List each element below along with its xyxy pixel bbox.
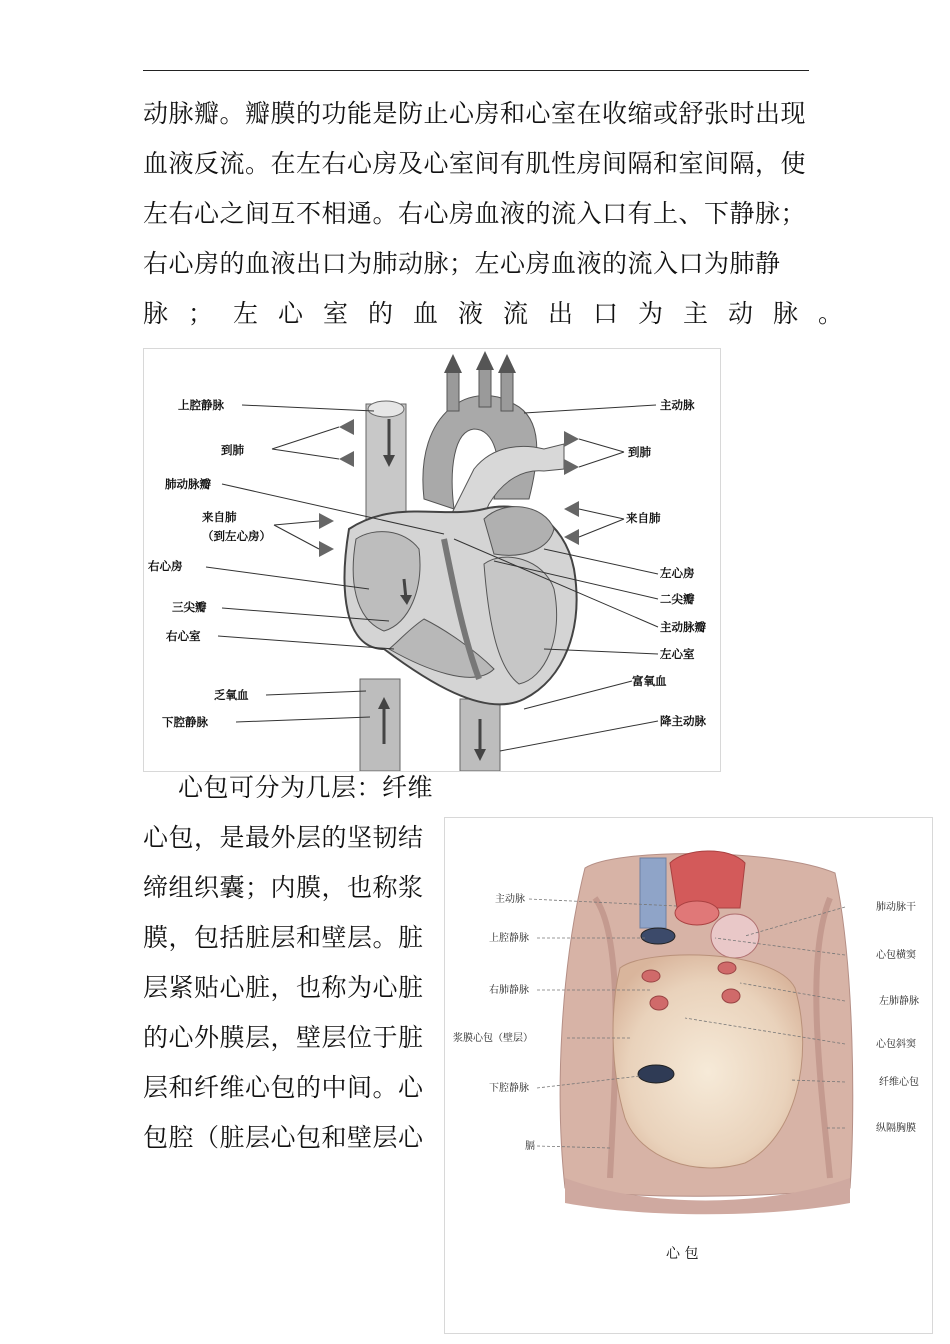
label-oblique-sinus: 心包斜窦	[876, 1039, 916, 1050]
arrow-up-icon	[498, 354, 516, 373]
text-line: 心包，是最外层的坚韧结	[143, 823, 424, 852]
label-pulmonary-trunk: 肺动脉干	[876, 902, 916, 913]
label-right-pulmonary-vein: 右肺静脉	[489, 985, 529, 996]
text-line: 层和纤维心包的中间。心	[143, 1073, 424, 1102]
inferior-vena-cava	[360, 679, 400, 771]
label-deoxygenated-blood: 乏氧血	[214, 688, 249, 702]
aortic-branch	[447, 371, 459, 411]
arrow-up-icon	[444, 354, 462, 373]
pericardial-sac	[613, 955, 803, 1168]
label-tricuspid-valve: 三尖瓣	[172, 600, 207, 614]
text-line: 层紧贴心脏，也称为心脏	[143, 973, 424, 1002]
pulmonary-vein-opening	[718, 962, 736, 974]
label-aortic-valve: 主动脉瓣	[660, 620, 706, 634]
label-right-ventricle: 右心室	[166, 629, 201, 643]
arrow-left-icon	[564, 529, 579, 545]
text-line: 动脉瓣。瓣膜的功能是防止心房和心室在收缩或舒张时出现	[143, 99, 807, 128]
text-line: 缔组织囊；内膜，也称浆	[143, 873, 424, 902]
label-transverse-sinus: 心包横窦	[876, 950, 916, 961]
pulmonary-vein-opening	[650, 996, 668, 1010]
aorta-shape	[670, 851, 745, 908]
text-line: 的心外膜层，壁层位于脏	[143, 1023, 424, 1052]
label-right-atrium: 右心房	[148, 559, 183, 573]
svc-opening	[368, 401, 404, 417]
label-inferior-vena-cava: 下腔静脉	[489, 1083, 529, 1094]
pericardium-svg	[445, 818, 932, 1333]
aorta-opening	[675, 901, 719, 925]
label-serous-pericardium-parietal: 浆膜心包（壁层）	[453, 1033, 533, 1044]
label-mitral-valve: 二尖瓣	[660, 592, 695, 606]
label-to-lung-right: 到肺	[628, 445, 651, 459]
arrow-right-icon	[319, 513, 334, 529]
arrow-right-icon	[564, 459, 579, 475]
text-line: 左右心之间互不相通。右心房血液的流入口有上、下静脉；	[143, 199, 807, 228]
pulmonary-vein-opening	[722, 989, 740, 1003]
label-aorta: 主动脉	[495, 894, 525, 905]
svc-opening	[641, 928, 675, 944]
arrow-left-icon	[339, 419, 354, 435]
label-oxygenated-blood: 富氧血	[632, 674, 667, 688]
label-from-lung-left: 来自肺	[202, 510, 237, 524]
arrow-left-icon	[564, 501, 579, 517]
label-descending-aorta: 降主动脉	[660, 714, 706, 728]
arrow-right-icon	[319, 541, 334, 557]
label-left-atrium: 左心房	[660, 566, 695, 580]
header-rule	[143, 70, 809, 71]
top-paragraph	[143, 89, 863, 339]
pulmonary-trunk-shape	[711, 914, 759, 958]
text-line: 心包可分为几层：纤维	[178, 773, 434, 802]
label-superior-vena-cava: 上腔静脉	[489, 933, 529, 944]
label-inferior-vena-cava: 下腔静脉	[162, 715, 208, 729]
arrow-up-icon	[476, 351, 494, 370]
heart-diagram-svg	[144, 349, 720, 771]
text-line: 脉；左心室的血液流出口为主动脉。	[143, 299, 864, 328]
bottom-paragraph	[143, 763, 433, 1163]
label-mediastinal-pleura: 纵隔胸膜	[876, 1123, 916, 1134]
text-line: 右心房的血液出口为肺动脉；左心房血液的流入口为肺静	[143, 249, 781, 278]
text-line: 包腔（脏层心包和壁层心	[143, 1123, 424, 1152]
text-line: 血液反流。在左右心房及心室间有肌性房间隔和室间隔，使	[143, 149, 807, 178]
arrow-left-icon	[339, 451, 354, 467]
pericardium-figure	[444, 817, 933, 1334]
superior-vena-cava-shape	[640, 858, 666, 928]
label-diaphragm: 膈	[525, 1141, 535, 1152]
label-left-ventricle: 左心室	[660, 647, 695, 661]
label-left-pulmonary-vein: 左肺静脉	[879, 996, 919, 1007]
label-to-lung-left: 到肺	[221, 443, 244, 457]
aortic-branch	[479, 367, 491, 407]
aortic-branch	[501, 371, 513, 411]
arrow-right-icon	[564, 431, 579, 447]
heart-diagram	[143, 348, 721, 772]
label-from-lung-right: 来自肺	[626, 511, 661, 525]
pulmonary-vein-opening	[642, 970, 660, 982]
label-superior-vena-cava: 上腔静脉	[178, 398, 224, 412]
figure-caption: 心 包	[666, 1246, 699, 1262]
ivc-opening	[638, 1065, 674, 1083]
label-aorta: 主动脉	[660, 398, 695, 412]
text-line: 膜，包括脏层和壁层。脏	[143, 923, 424, 952]
label-fibrous-pericardium: 纤维心包	[879, 1077, 919, 1088]
label-to-left-atrium: （到左心房）	[202, 529, 271, 543]
label-pulmonary-valve: 肺动脉瓣	[165, 477, 211, 491]
